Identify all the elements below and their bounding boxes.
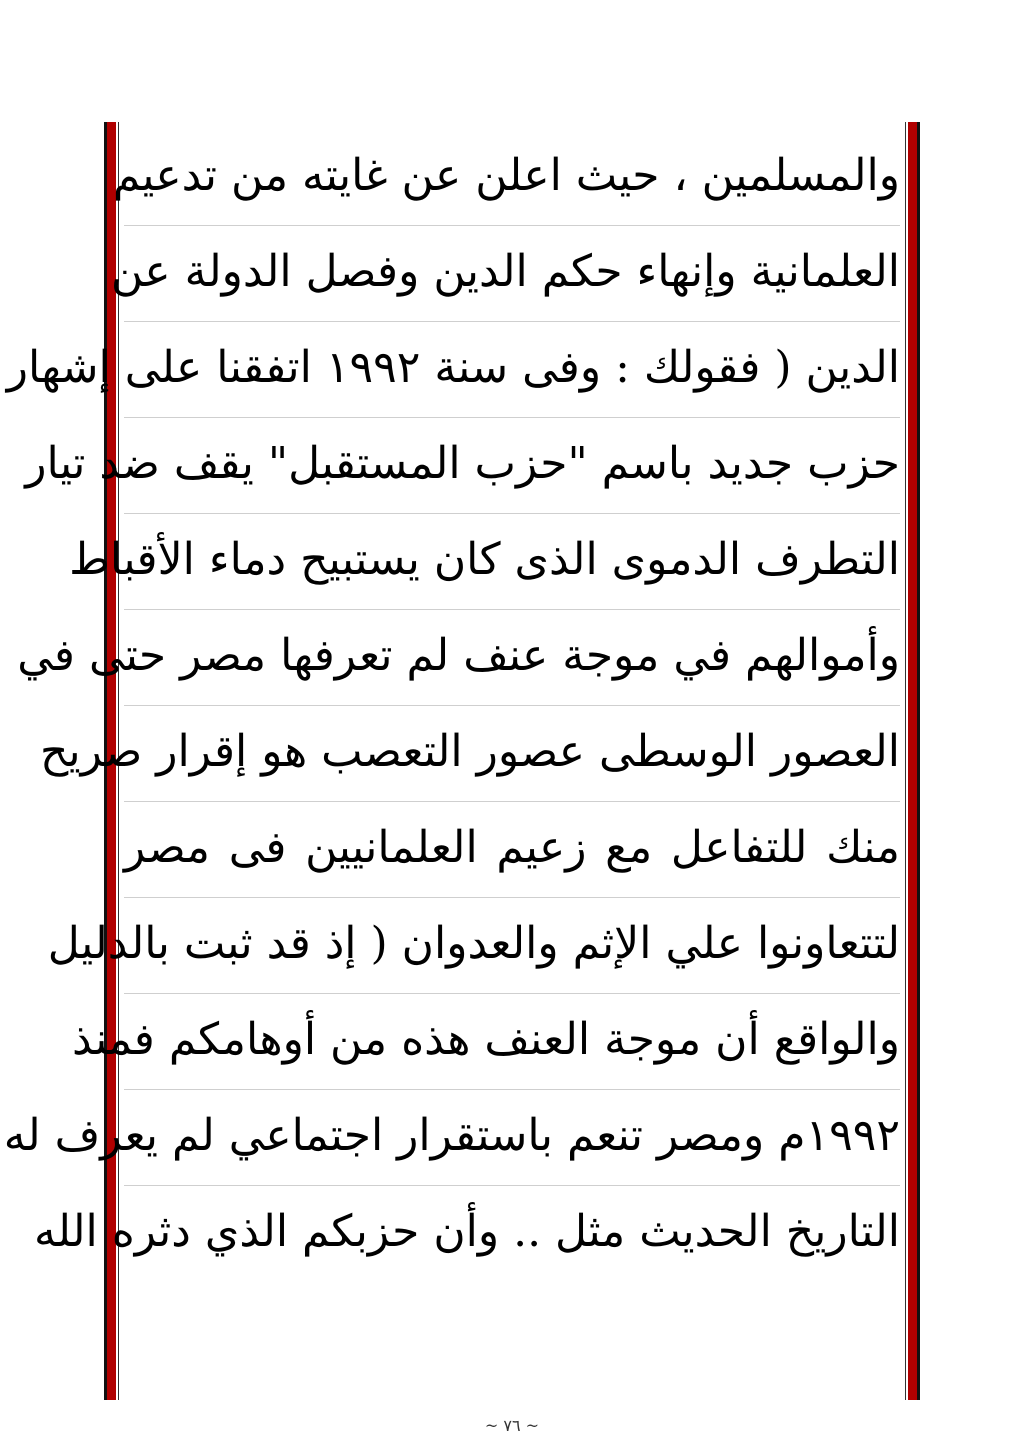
text-line-1: والمسلمين ، حيث اعلن عن غايته من تدعيم bbox=[124, 130, 900, 226]
text-line-11: ١٩٩٢م ومصر تنعم باستقرار اجتماعي لم يعرف له bbox=[124, 1090, 900, 1186]
text-line-9: لتتعاونوا علي الإثم والعدوان ( إذ قد ثبت بالدليل bbox=[124, 898, 900, 994]
right-border-decoration bbox=[908, 122, 920, 1400]
text-line-12: التاريخ الحديث مثل .. وأن حزبكم الذي دثره الله bbox=[33, 1206, 900, 1257]
right-border-inner-line bbox=[905, 122, 906, 1400]
text-line-5: التطرف الدموى الذى كان يستبيح دماء الأقباط bbox=[124, 514, 900, 610]
text-line-4: حزب جديد باسم "حزب المستقبل" يقف ضد تيار bbox=[124, 418, 900, 514]
text-line-8: منك للتفاعل مع زعيم العلمانيين فى مصر bbox=[124, 802, 900, 898]
text-line-10: والواقع أن موجة العنف هذه من أوهامكم فمنذ bbox=[124, 994, 900, 1090]
text-line-6: وأموالهم في موجة عنف لم تعرفها مصر حتى في bbox=[124, 610, 900, 706]
text-line-7: العصور الوسطى عصور التعصب هو إقرار صريح bbox=[124, 706, 900, 802]
text-line-2: العلمانية وإنهاء حكم الدين وفصل الدولة عن bbox=[124, 226, 900, 322]
page-number: ~ ٧٦ ~ bbox=[484, 1416, 540, 1435]
text-line-3: الدين ( فقولك : وفى سنة ١٩٩٢ اتفقنا على إشهار bbox=[124, 322, 900, 418]
body-text bbox=[3, 130, 900, 1282]
